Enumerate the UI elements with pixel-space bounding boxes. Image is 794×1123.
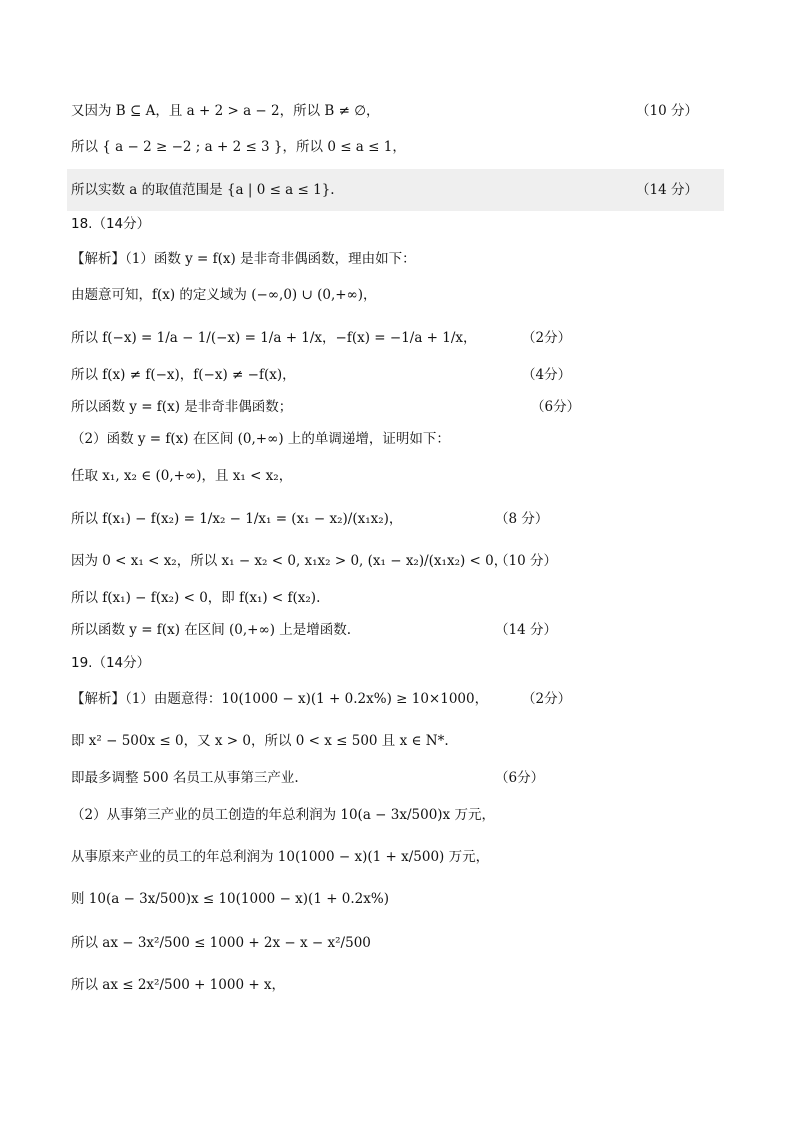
score-13: （10 分） <box>495 553 557 569</box>
line-14: 所以 f(x₁) − f(x₂) < 0，即 f(x₁) < f(x₂). <box>71 590 321 606</box>
question-19-heading: 19.（14分） <box>71 655 151 671</box>
line-20: （2）从事第三产业的员工创造的年总利润为 10(a − 3x/500)x 万元， <box>71 807 495 823</box>
line-23: 所以 ax − 3x²/500 ≤ 1000 + 2x − x − x²/500 <box>71 935 371 951</box>
score-9: （6分） <box>531 399 581 415</box>
score-7: （2分） <box>522 330 572 346</box>
line-24: 所以 ax ≤ 2x²/500 + 1000 + x， <box>71 977 286 993</box>
line-12: 所以 f(x₁) − f(x₂) = 1/x₂ − 1/x₁ = (x₁ − x₂)/(x₁x₂)， <box>71 511 403 527</box>
line-18: 即 x² − 500x ≤ 0，又 x > 0，所以 0 < x ≤ 500 且 x ∈ N*. <box>71 733 449 749</box>
line-5: 【解析】（1）函数 y = f(x) 是非奇非偶函数，理由如下： <box>71 251 416 267</box>
line-13: 因为 0 < x₁ < x₂，所以 x₁ − x₂ < 0, x₁x₂ > 0, (x₁ − x₂)/(x₁x₂) < 0， <box>71 553 508 569</box>
line-21: 从事原来产业的员工的年总利润为 10(1000 − x)(1 + x/500) 万元， <box>71 849 490 865</box>
line-19: 即最多调整 500 名员工从事第三产业. <box>71 770 299 786</box>
line-9: 所以函数 y = f(x) 是非奇非偶函数； <box>71 399 293 415</box>
score-8: （4分） <box>522 367 572 383</box>
score-19: （6分） <box>495 770 545 786</box>
score-3: （14 分） <box>636 182 698 198</box>
line-7: 所以 f(−x) = 1/a − 1/(−x) = 1/a + 1/x，−f(x) = −1/a + 1/x， <box>71 330 477 346</box>
score-1: （10 分） <box>636 103 698 119</box>
line-2: 所以 { a − 2 ≥ −2 ; a + 2 ≤ 3 }，所以 0 ≤ a ≤ 1， <box>71 139 406 155</box>
score-17: （2分） <box>522 691 572 707</box>
line-22: 则 10(a − 3x/500)x ≤ 10(1000 − x)(1 + 0.2x%) <box>71 891 389 907</box>
line-3: 所以实数 a 的取值范围是 {a | 0 ≤ a ≤ 1}. <box>71 182 335 198</box>
line-6: 由题意可知，f(x) 的定义域为 (−∞,0) ∪ (0,+∞)， <box>71 287 377 303</box>
score-15: （14 分） <box>495 622 557 638</box>
line-10: （2）函数 y = f(x) 在区间 (0,+∞) 上的单调递增，证明如下： <box>71 431 450 447</box>
line-15: 所以函数 y = f(x) 在区间 (0,+∞) 上是增函数. <box>71 622 352 638</box>
line-11: 任取 x₁, x₂ ∈ (0,+∞)，且 x₁ < x₂， <box>71 468 293 484</box>
line-1: 又因为 B ⊆ A，且 a + 2 > a − 2，所以 B ≠ ∅， <box>71 103 380 119</box>
score-12: （8 分） <box>495 511 549 527</box>
line-8: 所以 f(x) ≠ f(−x)，f(−x) ≠ −f(x)， <box>71 367 296 383</box>
question-18-heading: 18.（14分） <box>71 216 151 232</box>
line-17: 【解析】（1）由题意得：10(1000 − x)(1 + 0.2x%) ≥ 10×1000， <box>71 691 489 707</box>
